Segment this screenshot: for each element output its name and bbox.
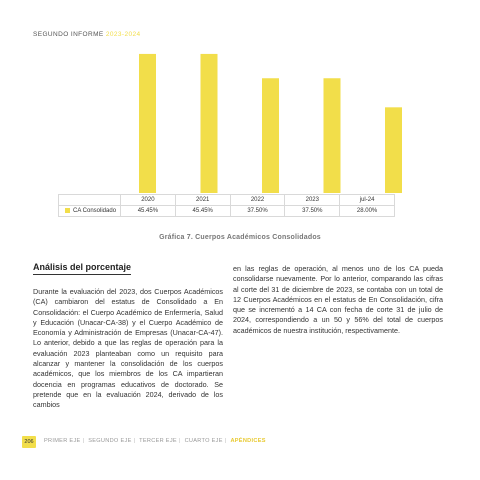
- table-corner-cell: [59, 195, 121, 206]
- table-data-row: [59, 206, 395, 217]
- nav-link-primer-eje[interactable]: PRIMER EJE: [44, 438, 81, 444]
- header-years: 2023-2024: [105, 31, 141, 38]
- tick-label: 2022: [230, 195, 285, 206]
- bar-series: [139, 54, 402, 193]
- section-title: Análisis del porcentaje: [33, 262, 132, 272]
- table-header-row: [59, 195, 395, 206]
- nav-link-segundo-eje[interactable]: SEGUNDO EJE: [88, 438, 132, 444]
- nav-link-cuarto-eje[interactable]: CUARTO EJE: [184, 438, 223, 444]
- nav-separator: |: [82, 438, 85, 444]
- chart-data-table: [58, 194, 395, 217]
- bar-2023: [324, 78, 341, 193]
- nav-link-apendices[interactable]: APÉNDICES: [230, 438, 266, 444]
- header-label: SEGUNDO INFORME: [33, 31, 104, 38]
- legend-swatch: [65, 208, 70, 213]
- data-label: 28.00%: [340, 206, 395, 217]
- nav-separator: |: [224, 438, 227, 444]
- bar-2022: [262, 78, 279, 193]
- footer-nav: [44, 438, 268, 444]
- body-column-left: Durante la evaluación del 2023, dos Cuerpos Académicos (CA) cambiaron del estatus de Consolidado a En Consolidación: el Cuerpo Académico de Enfermería, Salud y Educación (Unacar-CA-38) y el Cuerpo Académico de Economía y Administración de Empresas (Unacar-CA-47). Lo anterior, debido a que las reglas de operación para la evaluación 2023 planteaban como un requisito para alcanzar y mantener la consolidación de los cuerpos académicos, que los miembros de los CA impartieran docencia en programas educativos de doctorado. Se pretende que en la evaluación 2024, derivado de los cambios: [33, 287, 223, 410]
- legend-entry: [59, 206, 121, 217]
- legend-label: CA Consolidado: [73, 208, 117, 215]
- page-number: 206: [22, 436, 36, 448]
- body-column-right: en las reglas de operación, al menos uno de los CA pueda consolidarse nuevamente. Por lo anterior, comparando las cifras al corte del 31 de diciembre de 2023, se contaba con un total de 12 Cuerpos Académicos en el estatus de En Consolidación, cifra que se incrementó a 14 CA con fecha de corte 31 de julio de 2024, correspondiendo a un 50 y 56% del total de cuerpos académicos de nuestra institución, respectivamente.: [233, 264, 443, 335]
- nav-separator: |: [178, 438, 181, 444]
- tick-label: 2020: [121, 195, 176, 206]
- figure-caption: Gráfica 7. Cuerpos Académicos Consolidados: [159, 234, 321, 241]
- data-label: 37.50%: [230, 206, 285, 217]
- data-label: 37.50%: [285, 206, 340, 217]
- bar-jul-24: [385, 107, 402, 193]
- tick-label: 2023: [285, 195, 340, 206]
- tick-label: jul-24: [340, 195, 395, 206]
- nav-separator: |: [133, 438, 136, 444]
- data-label: 45.45%: [175, 206, 230, 217]
- nav-link-tercer-eje[interactable]: TERCER EJE: [139, 438, 177, 444]
- data-label: 45.45%: [121, 206, 176, 217]
- bar-2020: [139, 54, 156, 193]
- tick-label: 2021: [175, 195, 230, 206]
- bar-2021: [201, 54, 218, 193]
